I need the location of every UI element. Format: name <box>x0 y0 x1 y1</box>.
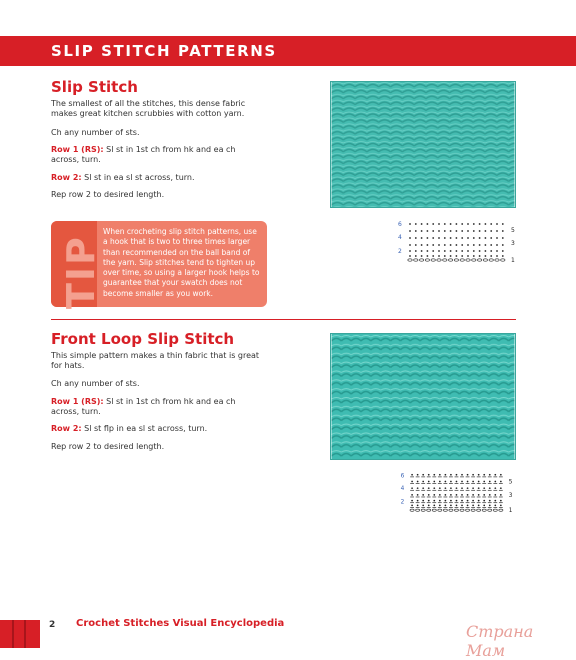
stitch-diagram-front-loop-slip-stitch <box>396 470 520 514</box>
section-intro: The smallest of all the stitches, this dense fabric makes great kitchen scrubbies with cotton yarn. <box>51 99 246 118</box>
slip-stitch-symbol <box>461 500 463 502</box>
slip-stitch-symbol <box>411 481 413 483</box>
row-2-label: Row 2: <box>51 173 82 182</box>
slip-stitch-symbol <box>473 230 475 232</box>
slip-stitch-symbol <box>485 250 487 252</box>
chain-symbol <box>477 259 481 261</box>
slip-stitch-symbol <box>411 474 413 476</box>
slip-stitch-symbol <box>472 474 474 476</box>
slip-stitch-symbol <box>433 474 435 476</box>
slip-stitch-symbol <box>489 505 491 507</box>
book-title: Crochet Stitches Visual Encyclopedia <box>76 618 285 629</box>
slip-stitch-symbol <box>467 237 469 239</box>
slip-stitch-symbol <box>461 250 463 252</box>
chain-symbol <box>419 259 423 261</box>
chain-symbol <box>427 509 431 511</box>
slip-stitch-symbol <box>438 237 440 239</box>
slip-stitch-symbol <box>445 474 447 476</box>
slip-stitch-symbol <box>461 244 463 246</box>
chain-symbol <box>472 259 476 261</box>
slip-stitch-symbol <box>485 244 487 246</box>
slip-stitch-symbol <box>421 230 423 232</box>
slip-stitch-symbol <box>409 255 411 257</box>
slip-stitch-symbol <box>500 474 502 476</box>
slip-stitch-symbol <box>479 255 481 257</box>
diagram-row-label: 1 <box>508 508 513 514</box>
slip-stitch-symbol <box>502 230 504 232</box>
slip-stitch-symbol <box>432 250 434 252</box>
slip-stitch-symbol <box>485 223 487 225</box>
slip-stitch-symbol <box>489 474 491 476</box>
slip-stitch-symbol <box>478 494 480 496</box>
slip-stitch-symbol <box>438 250 440 252</box>
slip-stitch-symbol <box>450 230 452 232</box>
section-title-slip-stitch: Slip Stitch <box>51 78 138 96</box>
slip-stitch-symbol <box>478 474 480 476</box>
chain-symbol <box>460 509 464 511</box>
slip-stitch-symbol <box>432 255 434 257</box>
slip-stitch-symbol <box>439 474 441 476</box>
slip-stitch-symbol <box>494 474 496 476</box>
slip-stitch-symbol <box>472 505 474 507</box>
swatch-photo-front-loop-slip-stitch <box>330 333 516 460</box>
chain-symbol <box>449 509 453 511</box>
slip-stitch-symbol <box>494 494 496 496</box>
slip-stitch-symbol <box>494 505 496 507</box>
slip-stitch-symbol <box>438 255 440 257</box>
diagram-stitch-symbols <box>410 474 503 511</box>
slip-stitch-symbol <box>479 250 481 252</box>
slip-stitch-symbol <box>445 500 447 502</box>
slip-stitch-symbol <box>483 505 485 507</box>
row-1-label: Row 1 (RS): <box>51 397 104 406</box>
chain-symbol <box>448 259 452 261</box>
slip-stitch-symbol <box>428 494 430 496</box>
diagram-row-label: 5 <box>511 227 515 234</box>
slip-stitch-symbol <box>438 230 440 232</box>
slip-stitch-symbol <box>439 505 441 507</box>
slip-stitch-symbol <box>456 474 458 476</box>
slip-stitch-symbol <box>467 500 469 502</box>
slip-stitch-symbol <box>490 223 492 225</box>
slip-stitch-symbol <box>421 250 423 252</box>
slip-stitch-symbol <box>439 487 441 489</box>
slip-stitch-symbol <box>467 250 469 252</box>
chain-symbol <box>471 509 475 511</box>
diagram-row-label: 6 <box>400 473 405 480</box>
slip-stitch-symbol <box>415 250 417 252</box>
slip-stitch-symbol <box>456 223 458 225</box>
slip-stitch-symbol <box>417 487 419 489</box>
slip-stitch-symbol <box>433 500 435 502</box>
slip-stitch-symbol <box>472 494 474 496</box>
chain-symbol <box>466 259 470 261</box>
slip-stitch-symbol <box>450 481 452 483</box>
slip-stitch-symbol <box>456 237 458 239</box>
chain-instruction: Ch any number of sts. <box>51 128 140 137</box>
slip-stitch-symbol <box>456 481 458 483</box>
chain-symbol <box>495 259 499 261</box>
slip-stitch-symbol <box>409 244 411 246</box>
slip-stitch-symbol <box>461 237 463 239</box>
slip-stitch-symbol <box>456 244 458 246</box>
diagram-row-label: 4 <box>398 234 402 241</box>
slip-stitch-symbol <box>433 494 435 496</box>
slip-stitch-symbol <box>485 237 487 239</box>
slip-stitch-symbol <box>502 223 504 225</box>
watermark: Страна Мам <box>466 622 534 660</box>
slip-stitch-symbol <box>422 505 424 507</box>
slip-stitch-symbol <box>467 481 469 483</box>
chain-symbol <box>493 509 497 511</box>
slip-stitch-symbol <box>422 474 424 476</box>
slip-stitch-symbol <box>500 487 502 489</box>
slip-stitch-symbol <box>483 481 485 483</box>
slip-stitch-symbol <box>483 500 485 502</box>
row-2-label: Row 2: <box>51 424 82 433</box>
slip-stitch-symbol <box>489 494 491 496</box>
slip-stitch-symbol <box>479 223 481 225</box>
slip-stitch-symbol <box>461 474 463 476</box>
chain-symbol <box>437 259 441 261</box>
slip-stitch-symbol <box>422 481 424 483</box>
chain-symbol <box>501 259 505 261</box>
chain-symbol <box>443 509 447 511</box>
slip-stitch-symbol <box>450 244 452 246</box>
chain-symbol <box>408 259 412 261</box>
chain-symbol <box>414 259 418 261</box>
slip-stitch-symbol <box>496 223 498 225</box>
slip-stitch-symbol <box>439 500 441 502</box>
slip-stitch-symbol <box>411 505 413 507</box>
chain-symbol <box>482 509 486 511</box>
slip-stitch-symbol <box>502 244 504 246</box>
slip-stitch-symbol <box>421 255 423 257</box>
slip-stitch-symbol <box>496 244 498 246</box>
slip-stitch-symbol <box>427 237 429 239</box>
slip-stitch-symbol <box>473 244 475 246</box>
slip-stitch-symbol <box>445 505 447 507</box>
slip-stitch-symbol <box>428 500 430 502</box>
row-1-text: Sl st in 1st ch from hk and ea ch across, turn. <box>51 397 236 416</box>
slip-stitch-symbol <box>478 505 480 507</box>
slip-stitch-symbol <box>496 255 498 257</box>
chain-symbol <box>489 259 493 261</box>
slip-stitch-symbol <box>479 237 481 239</box>
chain-instruction: Ch any number of sts. <box>51 379 140 388</box>
slip-stitch-symbol <box>444 244 446 246</box>
chain-symbol <box>443 259 447 261</box>
slip-stitch-symbol <box>450 494 452 496</box>
slip-stitch-symbol <box>473 255 475 257</box>
diagram-row-label: 2 <box>400 499 405 506</box>
slip-stitch-symbol <box>483 487 485 489</box>
slip-stitch-symbol <box>422 500 424 502</box>
slip-stitch-symbol <box>479 244 481 246</box>
slip-stitch-symbol <box>489 500 491 502</box>
slip-stitch-symbol <box>450 500 452 502</box>
slip-stitch-symbol <box>450 250 452 252</box>
slip-stitch-symbol <box>417 474 419 476</box>
slip-stitch-symbol <box>461 494 463 496</box>
slip-stitch-symbol <box>432 237 434 239</box>
slip-stitch-symbol <box>417 481 419 483</box>
slip-stitch-symbol <box>445 494 447 496</box>
slip-stitch-symbol <box>461 223 463 225</box>
chain-symbol <box>432 509 436 511</box>
slip-stitch-symbol <box>422 494 424 496</box>
slip-stitch-symbol <box>445 487 447 489</box>
chain-symbol <box>425 259 429 261</box>
slip-stitch-symbol <box>490 255 492 257</box>
slip-stitch-symbol <box>444 237 446 239</box>
slip-stitch-symbol <box>444 223 446 225</box>
slip-stitch-symbol <box>428 487 430 489</box>
slip-stitch-symbol <box>438 223 440 225</box>
diagram-stitch-symbols <box>408 223 505 261</box>
slip-stitch-symbol <box>461 487 463 489</box>
chain-symbol <box>483 259 487 261</box>
row-2-instruction <box>51 424 261 434</box>
tip-box <box>51 221 267 307</box>
slip-stitch-symbol <box>467 474 469 476</box>
slip-stitch-symbol <box>450 255 452 257</box>
page-title: SLIP STITCH PATTERNS <box>51 42 277 60</box>
slip-stitch-symbol <box>411 487 413 489</box>
row-2-text: Sl st flp in ea sl st across, turn. <box>81 424 208 433</box>
chain-symbol <box>421 509 425 511</box>
slip-stitch-symbol <box>467 230 469 232</box>
row-1-instruction <box>51 397 261 417</box>
repeat-instruction: Rep row 2 to desired length. <box>51 190 165 199</box>
slip-stitch-symbol <box>478 487 480 489</box>
diagram-row-label: 2 <box>398 248 402 255</box>
slip-stitch-symbol <box>417 505 419 507</box>
slip-stitch-symbol <box>433 487 435 489</box>
slip-stitch-symbol <box>409 237 411 239</box>
slip-stitch-symbol <box>490 244 492 246</box>
section-divider <box>51 319 516 320</box>
slip-stitch-symbol <box>473 250 475 252</box>
chain-symbol <box>477 509 481 511</box>
slip-stitch-symbol <box>444 230 446 232</box>
slip-stitch-symbol <box>422 487 424 489</box>
row-2-text: Sl st in ea sl st across, turn. <box>81 173 195 182</box>
slip-stitch-symbol <box>461 230 463 232</box>
slip-stitch-symbol <box>473 237 475 239</box>
header-bar <box>0 36 576 66</box>
slip-stitch-symbol <box>479 230 481 232</box>
slip-stitch-symbol <box>485 230 487 232</box>
slip-stitch-symbol <box>433 481 435 483</box>
slip-stitch-symbol <box>472 500 474 502</box>
slip-stitch-symbol <box>467 244 469 246</box>
slip-stitch-symbol <box>409 223 411 225</box>
slip-stitch-symbol <box>490 250 492 252</box>
chain-symbol <box>431 259 435 261</box>
slip-stitch-symbol <box>428 474 430 476</box>
slip-stitch-symbol <box>472 487 474 489</box>
chain-symbol <box>460 259 464 261</box>
slip-stitch-symbol <box>433 505 435 507</box>
slip-stitch-symbol <box>411 494 413 496</box>
slip-stitch-symbol <box>427 223 429 225</box>
slip-stitch-symbol <box>461 505 463 507</box>
slip-stitch-symbol <box>444 250 446 252</box>
section-intro: This simple pattern makes a thin fabric that is great for hats. <box>51 351 260 370</box>
slip-stitch-symbol <box>421 223 423 225</box>
slip-stitch-symbol <box>432 230 434 232</box>
diagram-row-label: 6 <box>398 221 402 228</box>
slip-stitch-symbol <box>456 487 458 489</box>
slip-stitch-symbol <box>456 505 458 507</box>
slip-stitch-symbol <box>500 494 502 496</box>
slip-stitch-symbol <box>461 481 463 483</box>
slip-stitch-symbol <box>502 255 504 257</box>
slip-stitch-symbol <box>489 481 491 483</box>
slip-stitch-symbol <box>467 223 469 225</box>
diagram-row-label: 3 <box>511 240 515 247</box>
slip-stitch-symbol <box>428 481 430 483</box>
slip-stitch-symbol <box>496 230 498 232</box>
slip-stitch-symbol <box>456 494 458 496</box>
slip-stitch-symbol <box>485 255 487 257</box>
chain-symbol <box>416 509 420 511</box>
page-number: 2 <box>49 620 56 630</box>
slip-stitch-symbol <box>445 481 447 483</box>
chain-symbol <box>454 259 458 261</box>
swatch-photo-slip-stitch <box>330 81 516 208</box>
slip-stitch-symbol <box>496 250 498 252</box>
chain-symbol <box>438 509 442 511</box>
slip-stitch-symbol <box>494 487 496 489</box>
row-1-instruction <box>51 145 261 165</box>
slip-stitch-symbol <box>461 255 463 257</box>
slip-stitch-symbol <box>467 494 469 496</box>
footer-color-bars <box>0 620 40 648</box>
chain-symbol <box>410 509 414 511</box>
tip-label: TIP <box>59 235 103 309</box>
slip-stitch-symbol <box>467 487 469 489</box>
slip-stitch-symbol <box>421 237 423 239</box>
slip-stitch-symbol <box>417 494 419 496</box>
slip-stitch-symbol <box>502 250 504 252</box>
slip-stitch-symbol <box>478 481 480 483</box>
row-2-instruction <box>51 173 261 183</box>
slip-stitch-symbol <box>483 474 485 476</box>
slip-stitch-symbol <box>494 481 496 483</box>
slip-stitch-symbol <box>500 500 502 502</box>
repeat-instruction: Rep row 2 to desired length. <box>51 442 165 451</box>
slip-stitch-symbol <box>415 223 417 225</box>
slip-stitch-symbol <box>428 505 430 507</box>
slip-stitch-symbol <box>444 255 446 257</box>
slip-stitch-symbol <box>438 244 440 246</box>
slip-stitch-symbol <box>473 223 475 225</box>
slip-stitch-symbol <box>411 500 413 502</box>
slip-stitch-symbol <box>478 500 480 502</box>
slip-stitch-symbol <box>472 481 474 483</box>
slip-stitch-symbol <box>439 494 441 496</box>
slip-stitch-symbol <box>467 255 469 257</box>
slip-stitch-symbol <box>427 250 429 252</box>
slip-stitch-symbol <box>450 487 452 489</box>
slip-stitch-symbol <box>456 250 458 252</box>
section-title-front-loop-slip-stitch: Front Loop Slip Stitch <box>51 330 235 348</box>
slip-stitch-symbol <box>490 230 492 232</box>
row-1-label: Row 1 (RS): <box>51 145 104 154</box>
slip-stitch-symbol <box>415 230 417 232</box>
diagram-row-label: 3 <box>508 492 513 499</box>
chain-symbol <box>465 509 469 511</box>
slip-stitch-symbol <box>502 237 504 239</box>
slip-stitch-symbol <box>494 500 496 502</box>
tip-text: When crocheting slip stitch patterns, use a hook that is two to three times larger than recommended on the ball band of the yarn. Slip stitches tend to tighten up over time, so using a larger hook helps to guarantee that your swatch does not become smaller as you work. <box>103 227 260 298</box>
stitch-diagram-slip-stitch <box>396 218 520 262</box>
slip-stitch-symbol <box>456 255 458 257</box>
slip-stitch-symbol <box>415 244 417 246</box>
slip-stitch-symbol <box>450 237 452 239</box>
slip-stitch-symbol <box>427 230 429 232</box>
chain-symbol <box>488 509 492 511</box>
slip-stitch-symbol <box>496 237 498 239</box>
diagram-row-label: 1 <box>511 257 515 262</box>
slip-stitch-symbol <box>500 481 502 483</box>
slip-stitch-symbol <box>415 255 417 257</box>
slip-stitch-symbol <box>432 223 434 225</box>
chain-symbol <box>454 509 458 511</box>
slip-stitch-symbol <box>456 500 458 502</box>
diagram-row-label: 5 <box>508 479 513 486</box>
slip-stitch-symbol <box>483 494 485 496</box>
slip-stitch-symbol <box>450 474 452 476</box>
slip-stitch-symbol <box>450 505 452 507</box>
row-1-text: Sl st in 1st ch from hk and ea ch across, turn. <box>51 145 236 164</box>
slip-stitch-symbol <box>415 237 417 239</box>
slip-stitch-symbol <box>427 244 429 246</box>
slip-stitch-symbol <box>427 255 429 257</box>
slip-stitch-symbol <box>450 223 452 225</box>
slip-stitch-symbol <box>456 230 458 232</box>
slip-stitch-symbol <box>500 505 502 507</box>
slip-stitch-symbol <box>490 237 492 239</box>
slip-stitch-symbol <box>409 250 411 252</box>
slip-stitch-symbol <box>489 487 491 489</box>
chain-symbol <box>499 509 503 511</box>
slip-stitch-symbol <box>432 244 434 246</box>
slip-stitch-symbol <box>421 244 423 246</box>
slip-stitch-symbol <box>467 505 469 507</box>
slip-stitch-symbol <box>439 481 441 483</box>
slip-stitch-symbol <box>409 230 411 232</box>
diagram-row-label: 4 <box>400 486 405 493</box>
slip-stitch-symbol <box>417 500 419 502</box>
